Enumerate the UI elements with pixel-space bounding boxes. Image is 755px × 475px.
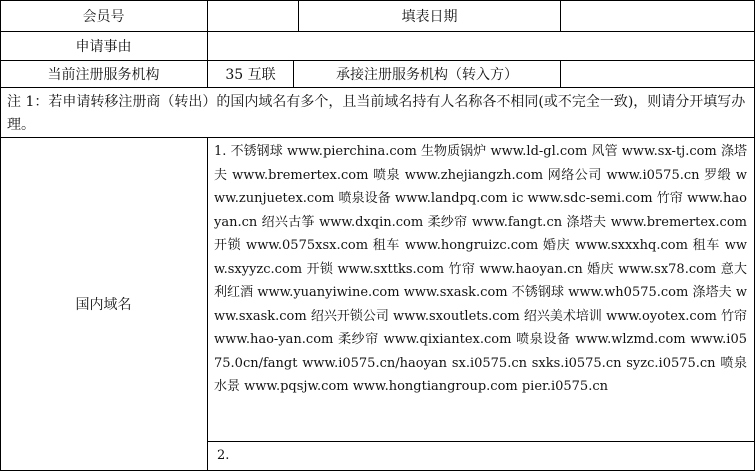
- member-no-label: 会员号: [82, 8, 125, 25]
- fill-date-field[interactable]: [561, 0, 754, 31]
- table-border-bottom: [0, 470, 755, 471]
- current-registrar-label: 当前注册服务机构: [47, 66, 160, 83]
- col-divider-label-lower: [207, 137, 208, 471]
- domain-list-item-1[interactable]: 1. 不锈钢球 www.pierchina.com 生物质锅炉 www.ld-gl.com 风管 www.sx-tj.com 涤塔夫 www.bremertex.com 喷泉 www.zhejiangzh.com 网络公司 www.i0575.cn 罗缎 www.zunjuetex.com 喷泉设备 www.landpq.com ic www.sdc-semi.com 竹帘 www.haoyan.cn 绍兴古筝 www.dxqin.com 柔纱帘 www.fangt.cn 涤塔夫 www.bremertex.com 开锁 www.0575xsx.com 租车 www.hongruizc.com 婚庆 www.sxxxhq.com 租车 www.sxyyzc.com 开锁 www.sxttks.com 竹帘 www.haoyan.cn 婚庆 www.sx78.com 意大利红酒 www.yuanyiwine.com www.sxask.com 不锈钢球 www.wh0575.com 涤塔夫 www.sxask.com 绍兴开锁公司 www.sxoutlets.com 绍兴美术培训 www.oyotex.com 竹帘 www.hao-yan.com 柔纱帘 www.qixiantex.com 喷泉设备 www.wlzmd.com www.i0575.0cn/fangt www.i0575.cn/haoyan sx.i0575.cn sxks.i0575.cn syzc.i0575.cn 喷泉水景 www.pqsjw.com www.hongtiangroup.com pier.i0575.cn: [214, 144, 747, 394]
- member-no-field[interactable]: [208, 0, 298, 31]
- current-registrar-value[interactable]: 35 互联: [225, 66, 276, 83]
- row-divider-3: [0, 87, 755, 88]
- application-matter-label: 申请事由: [75, 38, 132, 55]
- row-divider-5: [207, 441, 755, 442]
- domestic-domain-label: 国内域名: [75, 296, 132, 313]
- fill-date-label: 填表日期: [401, 8, 458, 25]
- receiving-registrar-field[interactable]: [561, 60, 754, 87]
- receiving-registrar-label: 承接注册服务机构（转入方）: [336, 66, 518, 83]
- note-text: 注 1：若申请转移注册商（转出）的国内域名有多个，且当前域名持有人名称各不相同(或不完全一致)，则请分开填写办理。: [7, 94, 746, 133]
- application-matter-field[interactable]: [208, 31, 754, 60]
- domain-list-item-2[interactable]: 2.: [217, 448, 230, 463]
